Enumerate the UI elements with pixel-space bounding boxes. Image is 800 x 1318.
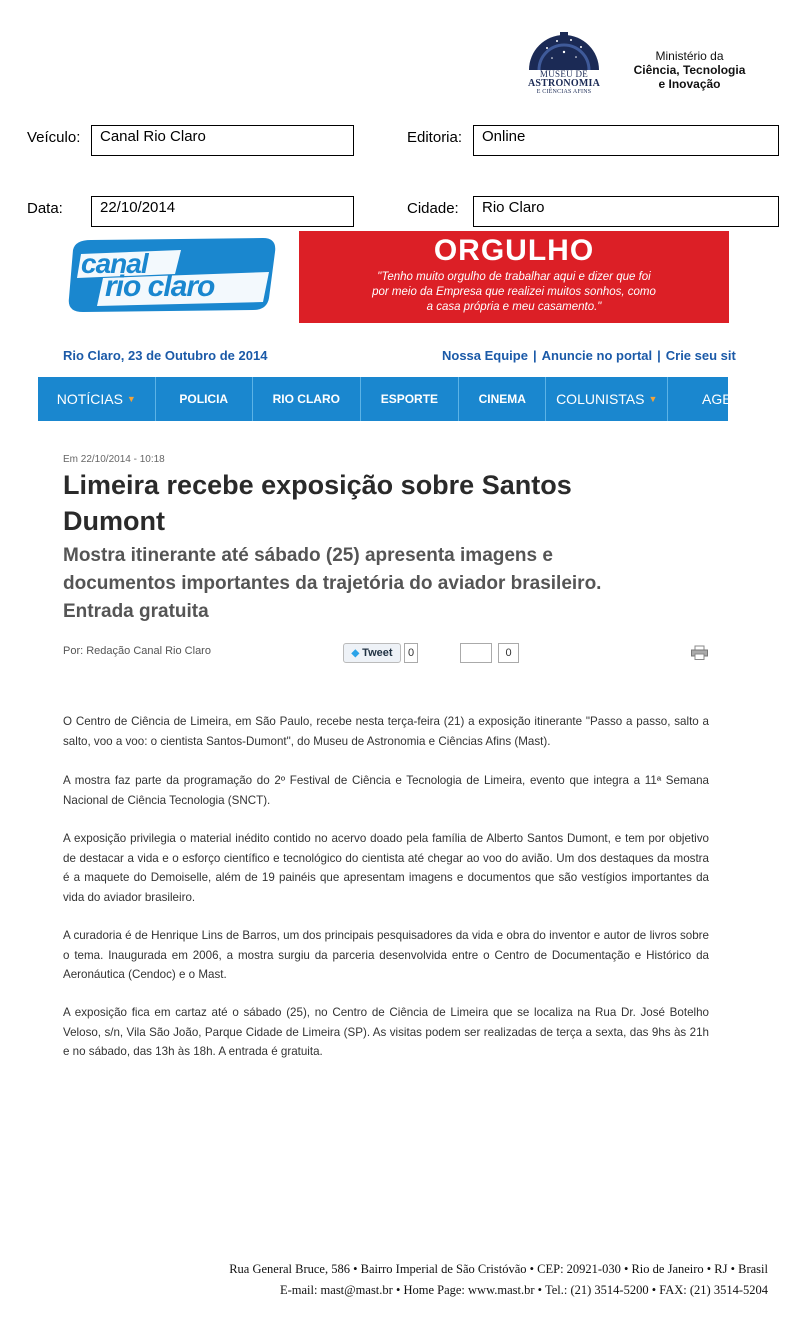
nav-rio-claro-label: RIO CLARO — [272, 392, 340, 406]
like-button[interactable] — [460, 643, 492, 663]
article-subtitle — [63, 542, 723, 626]
banner-quote-line1: "Tenho muito orgulho de trabalhar aqui e dizer que foi — [377, 271, 651, 283]
article-paragraph-5: A exposição fica em cartaz até o sábado (25), no Centro de Ciência de Limeira que se localiza na Rua Dr. José Botelho Veloso, s/n, Vila São João, Parque Cidade de Limeira (SP). As visitas podem ser realizadas de terça a sexta, das 9hs às 21h e no sábado, das 13h às 18h. A entrada é gratuita. — [63, 1006, 709, 1058]
veiculo-label: Veículo: — [27, 129, 81, 146]
link-separator: | — [657, 348, 661, 363]
nav-cinema[interactable] — [459, 377, 547, 421]
link-anuncie[interactable]: Anuncie no portal — [541, 348, 653, 363]
veiculo-field: Canal Rio Claro — [91, 125, 354, 156]
banner-quote-line3: a casa própria e meu casamento." — [426, 301, 602, 313]
ministry-line1: Ministério da — [655, 49, 724, 63]
print-icon[interactable] — [691, 646, 708, 660]
main-nav — [38, 377, 732, 421]
ad-banner[interactable] — [299, 231, 729, 323]
tweet-button[interactable] — [343, 643, 401, 663]
nav-agenda[interactable] — [668, 377, 732, 421]
nav-noticias[interactable] — [38, 377, 156, 421]
canal-logo-line2: rio claro — [105, 270, 215, 303]
museum-logo-line3: E CIÊNCIAS AFINS — [536, 89, 592, 95]
canal-logo-line1: canal — [81, 248, 148, 279]
article-subtitle-line3: Entrada gratuita — [63, 601, 209, 622]
nav-esporte[interactable] — [361, 377, 459, 421]
nav-policia[interactable] — [156, 377, 253, 421]
top-links — [442, 348, 736, 363]
chevron-down-icon: ▼ — [648, 394, 658, 404]
publish-date: Em 22/10/2014 - 10:18 — [63, 454, 165, 465]
article-byline: Por: Redação Canal Rio Claro — [63, 645, 211, 657]
site-date: Rio Claro, 23 de Outubro de 2014 — [63, 348, 268, 363]
article-subtitle-line1: Mostra itinerante até sábado (25) apresenta imagens e — [63, 545, 553, 566]
ministry-line2: Ciência, Tecnologia — [633, 63, 746, 77]
article-title-line2: Dumont — [63, 506, 165, 536]
banner-quote-line2: por meio da Empresa que realizei muitos sonhos, como — [372, 286, 656, 298]
data-field: 22/10/2014 — [91, 196, 354, 227]
cidade-label: Cidade: — [407, 200, 459, 217]
tweet-count: 0 — [404, 643, 418, 663]
nav-noticias-label: NOTÍCIAS — [56, 391, 123, 407]
museum-logo-line2: ASTRONOMIA — [527, 78, 600, 89]
ministry-name — [612, 49, 767, 91]
chevron-down-icon: ▼ — [126, 394, 136, 404]
nav-colunistas[interactable] — [546, 377, 668, 421]
footer-contact: E-mail: mast@mast.br • Home Page: www.mast.br • Tel.: (21) 3514-5200 • FAX: (21) 3514-5204 — [279, 1283, 768, 1297]
article-subtitle-line2: documentos importantes da trajetória do aviador brasileiro. — [63, 573, 602, 594]
twitter-bird-icon: ◆ — [351, 647, 360, 659]
cidade-field: Rio Claro — [473, 196, 779, 227]
museum-logo-line1: MUSEU DE — [539, 69, 589, 79]
nav-esporte-label: ESPORTE — [380, 392, 439, 406]
nav-policia-label: POLICIA — [179, 392, 229, 406]
article-paragraph-4: A curadoria é de Henrique Lins de Barros, um dos principais pesquisadores da vida e obra do inventor e autor de livros sobre o tema. Inaugurada em 2006, a mostra surgiu da parceria desenvolvida entre o Centro de Documentação e Histórico da Aeronáutica (Cendoc) e o Mast. — [63, 929, 709, 981]
data-label: Data: — [27, 200, 63, 217]
article-paragraph-3: A exposição privilegia o material inédito contido no acervo doado pela família de Alberto Santos Dumont, e tem por objetivo de destacar a vida e o esforço científico e tecnológico do cientista até chegar ao voo do avião. Um dos destaques da mostra é a maquete do Demoiselle, além de 19 painéis que apresentam imagens e documentos que são vestígios importantes da vida do aviador brasileiro. — [63, 832, 709, 904]
nav-cinema-label: CINEMA — [478, 392, 526, 406]
editoria-field: Online — [473, 125, 779, 156]
article-paragraph-1: O Centro de Ciência de Limeira, em São Paulo, recebe nesta terça-feira (21) a exposição itinerante "Passo a passo, salto a salto, voo a voo: o cientista Santos-Dumont", do Museu de Astronomia e Ciências Afins (Mast). — [63, 715, 709, 748]
link-crie-site[interactable]: Crie seu sit — [665, 348, 736, 363]
nav-colunistas-label: COLUNISTAS — [556, 391, 645, 407]
nav-agenda-label: AGE — [702, 391, 732, 407]
canal-rio-claro-logo[interactable] — [63, 236, 278, 314]
article-paragraph-2: A mostra faz parte da programação do 2º Festival de Ciência e Tecnologia de Limeira, evento que integra a 11ª Semana Nacional de Ciência Tecnologia (SNCT). — [63, 774, 709, 807]
link-nossa-equipe[interactable]: Nossa Equipe — [442, 348, 528, 363]
museum-logo — [527, 30, 601, 100]
editoria-label: Editoria: — [407, 129, 463, 146]
tweet-label: Tweet — [362, 647, 393, 659]
link-separator: | — [532, 348, 537, 363]
article-title — [63, 467, 723, 539]
observatory-dome-icon — [527, 30, 601, 72]
footer-address: Rua General Bruce, 586 • Bairro Imperial de São Cristóvão • CEP: 20921-030 • Rio de Janeiro • RJ • Brasil — [229, 1262, 768, 1276]
printer-icon-shape — [691, 646, 708, 660]
banner-title: ORGULHO — [433, 234, 595, 267]
like-count: 0 — [498, 643, 519, 663]
ministry-line3: e Inovação — [658, 77, 721, 91]
article-title-line1: Limeira recebe exposição sobre Santos — [63, 470, 572, 500]
nav-rio-claro[interactable] — [253, 377, 361, 421]
